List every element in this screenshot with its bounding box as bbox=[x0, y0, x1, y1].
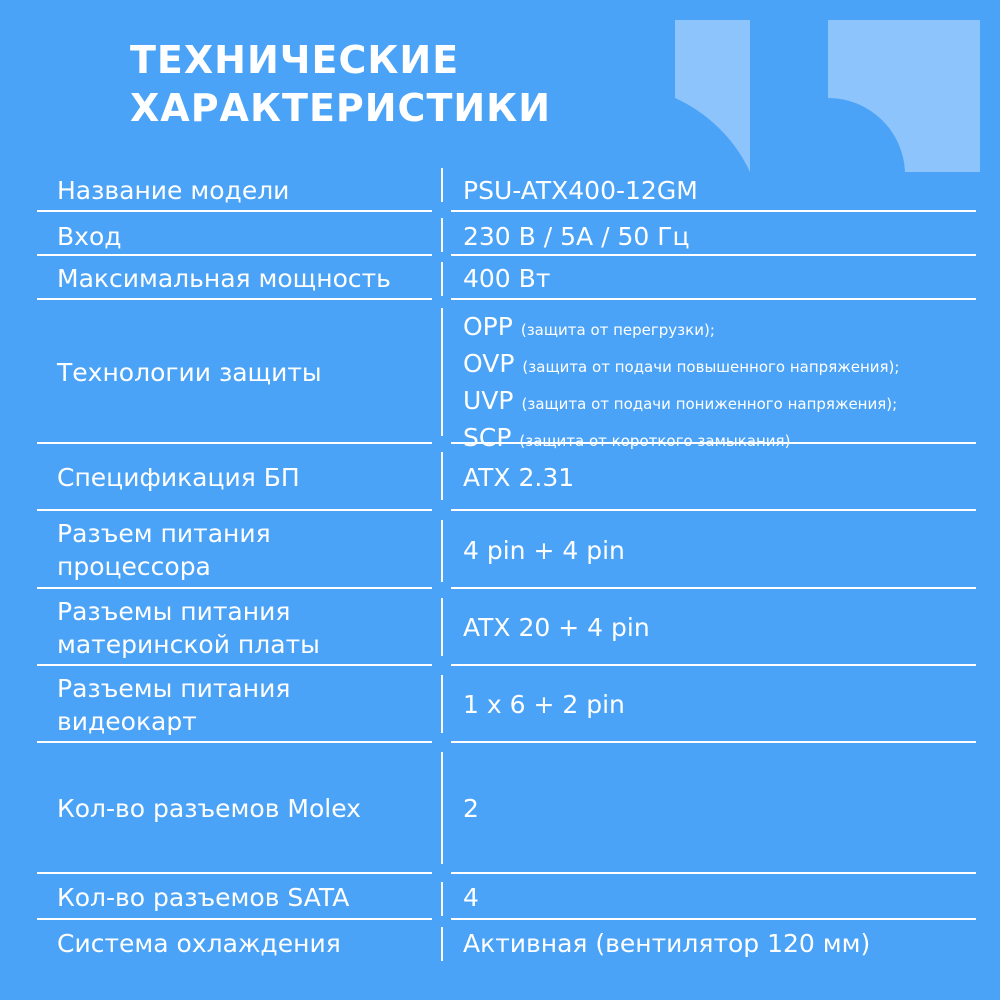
protection-code: OPP bbox=[463, 312, 513, 341]
protection-desc: (защита от короткого замыкания) bbox=[519, 432, 791, 450]
spec-label-gpu-connector: Разъемы питания видеокарт bbox=[57, 673, 291, 736]
protection-desc: (защита от подачи повышенного напряжения); bbox=[522, 358, 900, 376]
spec-label-protection: Технологии защиты bbox=[57, 357, 322, 387]
title-line-2: ХАРАКТЕРИСТИКИ bbox=[130, 86, 552, 130]
protection-code: SCP bbox=[463, 423, 512, 452]
column-divider bbox=[441, 675, 443, 733]
spec-label-model: Название модели bbox=[57, 175, 290, 205]
spec-value-model: PSU-ATX400-12GM bbox=[463, 175, 698, 205]
protection-item bbox=[463, 347, 983, 384]
column-divider bbox=[441, 927, 443, 961]
spec-value-max-power: 400 Вт bbox=[463, 263, 551, 293]
protection-code: UVP bbox=[463, 386, 514, 415]
spec-value-input: 230 В / 5А / 50 Гц bbox=[463, 221, 690, 251]
spec-value-cpu-connector: 4 pin + 4 pin bbox=[463, 535, 625, 565]
protection-desc: (защита от перегрузки); bbox=[520, 321, 715, 339]
column-divider bbox=[441, 168, 443, 202]
page-title bbox=[130, 36, 551, 132]
spec-value-cooling: Активная (вентилятор 120 мм) bbox=[463, 928, 871, 958]
column-divider bbox=[441, 452, 443, 500]
title-line-1: ТЕХНИЧЕСКИЕ bbox=[130, 38, 460, 82]
column-divider bbox=[441, 520, 443, 582]
protection-code: OVP bbox=[463, 349, 515, 378]
spec-label-cpu-connector: Разъем питания процессора bbox=[57, 519, 271, 581]
column-divider bbox=[441, 882, 443, 916]
protection-item bbox=[463, 310, 983, 347]
column-divider bbox=[441, 752, 443, 864]
protection-list bbox=[463, 310, 983, 458]
spec-label-cooling: Система охлаждения bbox=[57, 928, 341, 958]
spec-value-mb-connector: ATX 20 + 4 pin bbox=[463, 613, 650, 642]
quote-mark-left-icon bbox=[675, 20, 750, 172]
spec-label-psu-spec: Спецификация БП bbox=[57, 462, 300, 492]
column-divider bbox=[441, 598, 443, 656]
spec-label-sata: Кол-во разъемов SATA bbox=[57, 882, 350, 912]
protection-desc: (защита от подачи пониженного напряжения); bbox=[521, 395, 898, 413]
spec-label-molex: Кол-во разъемов Molex bbox=[57, 794, 361, 823]
spec-label-mb-connector: Разъемы питания материнской платы bbox=[57, 596, 320, 659]
spec-label-max-power: Максимальная мощность bbox=[57, 263, 391, 293]
column-divider bbox=[441, 218, 443, 252]
protection-item bbox=[463, 384, 983, 421]
spec-value-psu-spec: ATX 2.31 bbox=[463, 462, 575, 492]
spec-value-molex: 2 bbox=[463, 794, 479, 823]
spec-value-gpu-connector: 1 x 6 + 2 pin bbox=[463, 690, 625, 719]
column-divider bbox=[441, 262, 443, 296]
spec-value-sata: 4 bbox=[463, 882, 479, 912]
spec-label-input: Вход bbox=[57, 221, 122, 251]
column-divider bbox=[441, 308, 443, 436]
